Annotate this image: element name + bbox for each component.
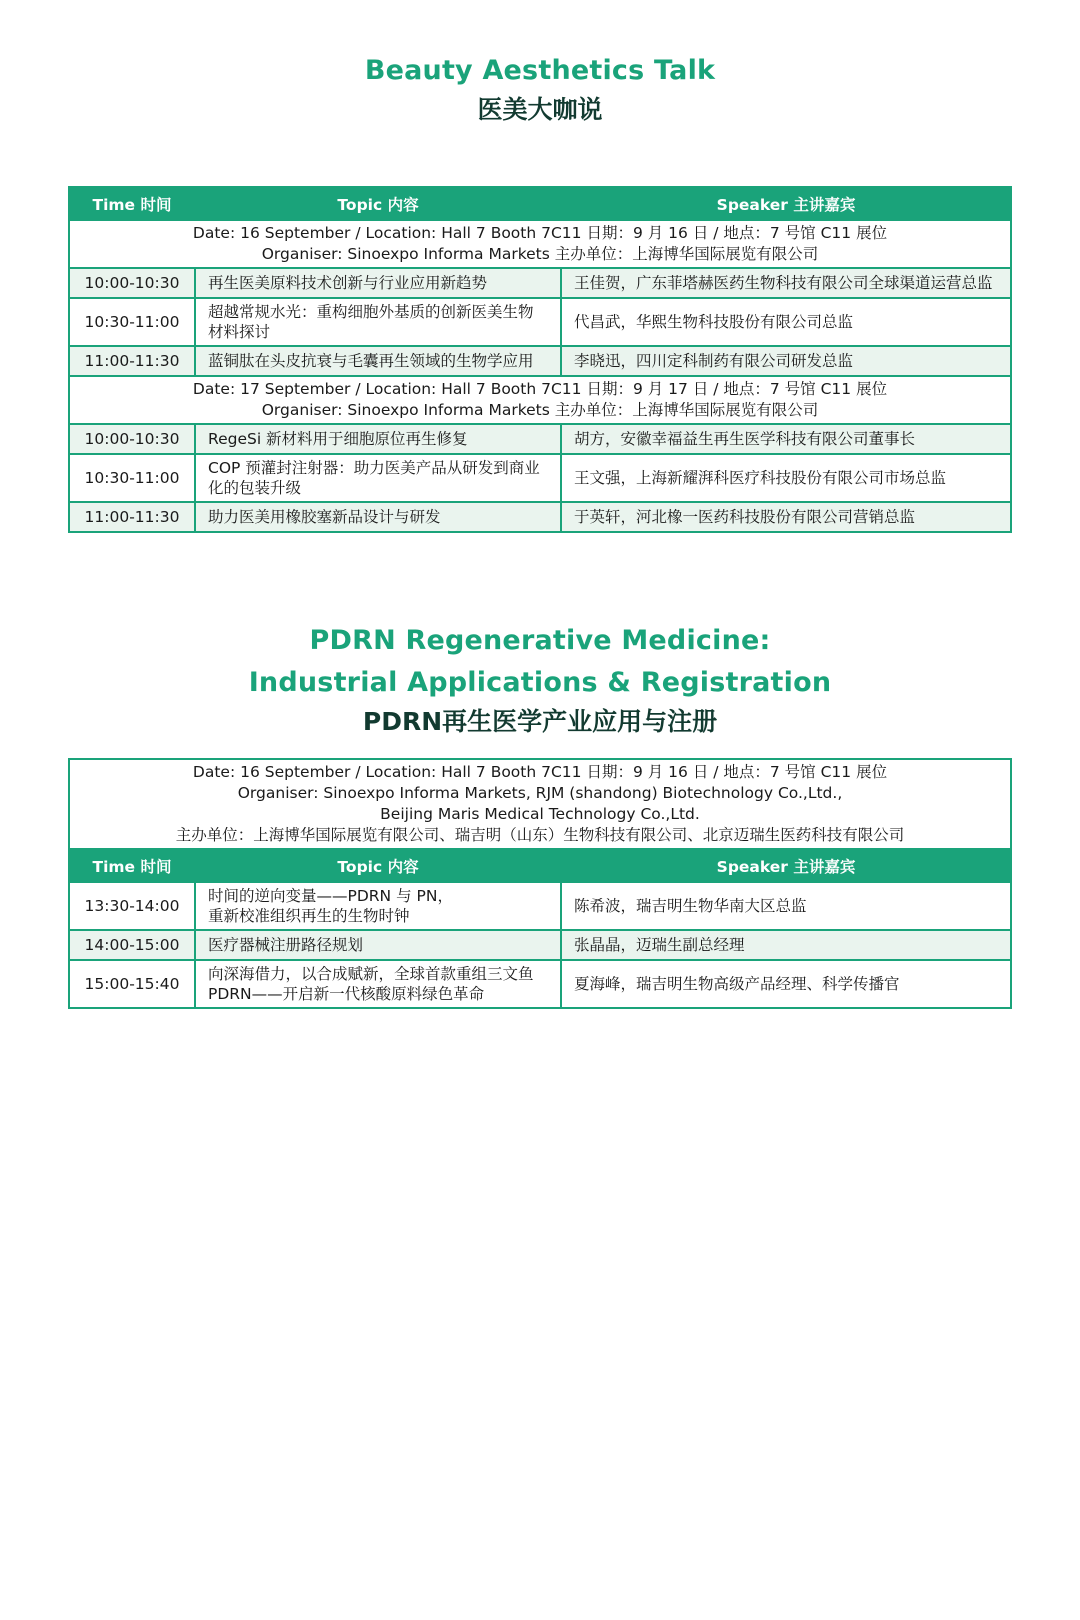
header-speaker: Speaker 主讲嘉宾: [561, 187, 1011, 220]
table-row: [69, 960, 1011, 1008]
row-time: 11:00-11:30: [69, 502, 195, 532]
row-topic: RegeSi 新材料用于细胞原位再生修复: [195, 424, 561, 454]
table-row: [69, 882, 1011, 930]
row-time: 10:00-10:30: [69, 424, 195, 454]
section2-info-line4: 主办单位：上海博华国际展览有限公司、瑞吉明（山东）生物科技有限公司、北京迈瑞生医药科技有限公司: [175, 826, 905, 844]
header-topic: Topic 内容: [195, 187, 561, 220]
section2-title-cn: PDRN再生医学产业应用与注册: [362, 707, 718, 736]
day2-info-line1: Date: 17 September / Location: Hall 7 Booth 7C11 日期：9 月 17 日 / 地点：7 号馆 C11 展位: [192, 380, 888, 398]
row-speaker: 王文强，上海新耀湃科医疗科技股份有限公司市场总监: [561, 454, 1011, 502]
row-topic: 超越常规水光：重构细胞外基质的创新医美生物材料探讨: [195, 298, 561, 346]
table-row: [69, 268, 1011, 298]
section2-title-en-line2: Industrial Applications & Registration: [248, 667, 832, 698]
row-speaker: 陈希波，瑞吉明生物华南大区总监: [561, 882, 1011, 930]
row-speaker: 王佳贺，广东菲塔赫医药生物科技有限公司全球渠道运营总监: [561, 268, 1011, 298]
day1-info-line1: Date: 16 September / Location: Hall 7 Booth 7C11 日期：9 月 16 日 / 地点：7 号馆 C11 展位: [192, 224, 888, 242]
section2-info-line1: Date: 16 September / Location: Hall 7 Booth 7C11 日期：9 月 16 日 / 地点：7 号馆 C11 展位: [192, 763, 888, 781]
section2-info-row: [69, 759, 1011, 849]
header-time: Time 时间: [69, 187, 195, 220]
header-time: Time 时间: [69, 849, 195, 882]
day2-info-line2: Organiser: Sinoexpo Informa Markets 主办单位：上海博华国际展览有限公司: [261, 401, 819, 419]
table-row: [69, 930, 1011, 960]
row-time: 10:00-10:30: [69, 268, 195, 298]
section2-title-block: [0, 620, 1080, 740]
row-time: 15:00-15:40: [69, 960, 195, 1008]
row-topic-line1: 向深海借力，以合成赋新，全球首款重组三文鱼: [208, 965, 534, 983]
section2-info: [69, 759, 1011, 849]
section2-info-line2: Organiser: Sinoexpo Informa Markets, RJM (shandong) Biotechnology Co.,Ltd.,: [237, 784, 843, 802]
row-topic: [195, 960, 561, 1008]
row-topic: 再生医美原料技术创新与行业应用新趋势: [195, 268, 561, 298]
table-row: [69, 346, 1011, 376]
row-time: 10:30-11:00: [69, 298, 195, 346]
row-speaker: 夏海峰，瑞吉明生物高级产品经理、科学传播官: [561, 960, 1011, 1008]
row-time: 13:30-14:00: [69, 882, 195, 930]
section1-title-en: Beauty Aesthetics Talk: [364, 55, 716, 86]
row-time: 10:30-11:00: [69, 454, 195, 502]
table-header-row: [69, 187, 1011, 220]
table-row: [69, 454, 1011, 502]
header-topic: Topic 内容: [195, 849, 561, 882]
header-speaker: Speaker 主讲嘉宾: [561, 849, 1011, 882]
day1-info: [69, 220, 1011, 268]
day1-info-line2: Organiser: Sinoexpo Informa Markets 主办单位：上海博华国际展览有限公司: [261, 245, 819, 263]
row-speaker: 李晓迅，四川定科制药有限公司研发总监: [561, 346, 1011, 376]
row-topic-line1: 时间的逆向变量——PDRN 与 PN，: [208, 887, 453, 905]
row-topic: 助力医美用橡胶塞新品设计与研发: [195, 502, 561, 532]
row-topic-line2: PDRN——开启新一代核酸原料绿色革命: [208, 985, 485, 1003]
row-time: 14:00-15:00: [69, 930, 195, 960]
section1-title-cn: 医美大咖说: [477, 95, 603, 124]
row-time: 11:00-11:30: [69, 346, 195, 376]
table-header-row: [69, 849, 1011, 882]
table-row: [69, 502, 1011, 532]
row-topic: 医疗器械注册路径规划: [195, 930, 561, 960]
row-speaker: 于英轩，河北橡一医药科技股份有限公司营销总监: [561, 502, 1011, 532]
section2-info-line3: Beijing Maris Medical Technology Co.,Ltd.: [380, 805, 700, 823]
section1-schedule-table: [68, 186, 1012, 533]
row-speaker: 胡方，安徽幸福益生再生医学科技有限公司董事长: [561, 424, 1011, 454]
day2-info-row: [69, 376, 1011, 424]
row-topic: [195, 882, 561, 930]
day2-info: [69, 376, 1011, 424]
table-row: [69, 424, 1011, 454]
row-speaker: 代昌武，华熙生物科技股份有限公司总监: [561, 298, 1011, 346]
section2-schedule-table: [68, 758, 1012, 1009]
row-topic: COP 预灌封注射器：助力医美产品从研发到商业化的包装升级: [195, 454, 561, 502]
section2-title-en-line1: PDRN Regenerative Medicine:: [309, 625, 771, 656]
day1-info-row: [69, 220, 1011, 268]
row-speaker: 张晶晶，迈瑞生副总经理: [561, 930, 1011, 960]
section1-title-block: [0, 50, 1080, 128]
row-topic-line2: 重新校准组织再生的生物时钟: [208, 907, 410, 925]
row-topic: 蓝铜肽在头皮抗衰与毛囊再生领域的生物学应用: [195, 346, 561, 376]
table-row: [69, 298, 1011, 346]
